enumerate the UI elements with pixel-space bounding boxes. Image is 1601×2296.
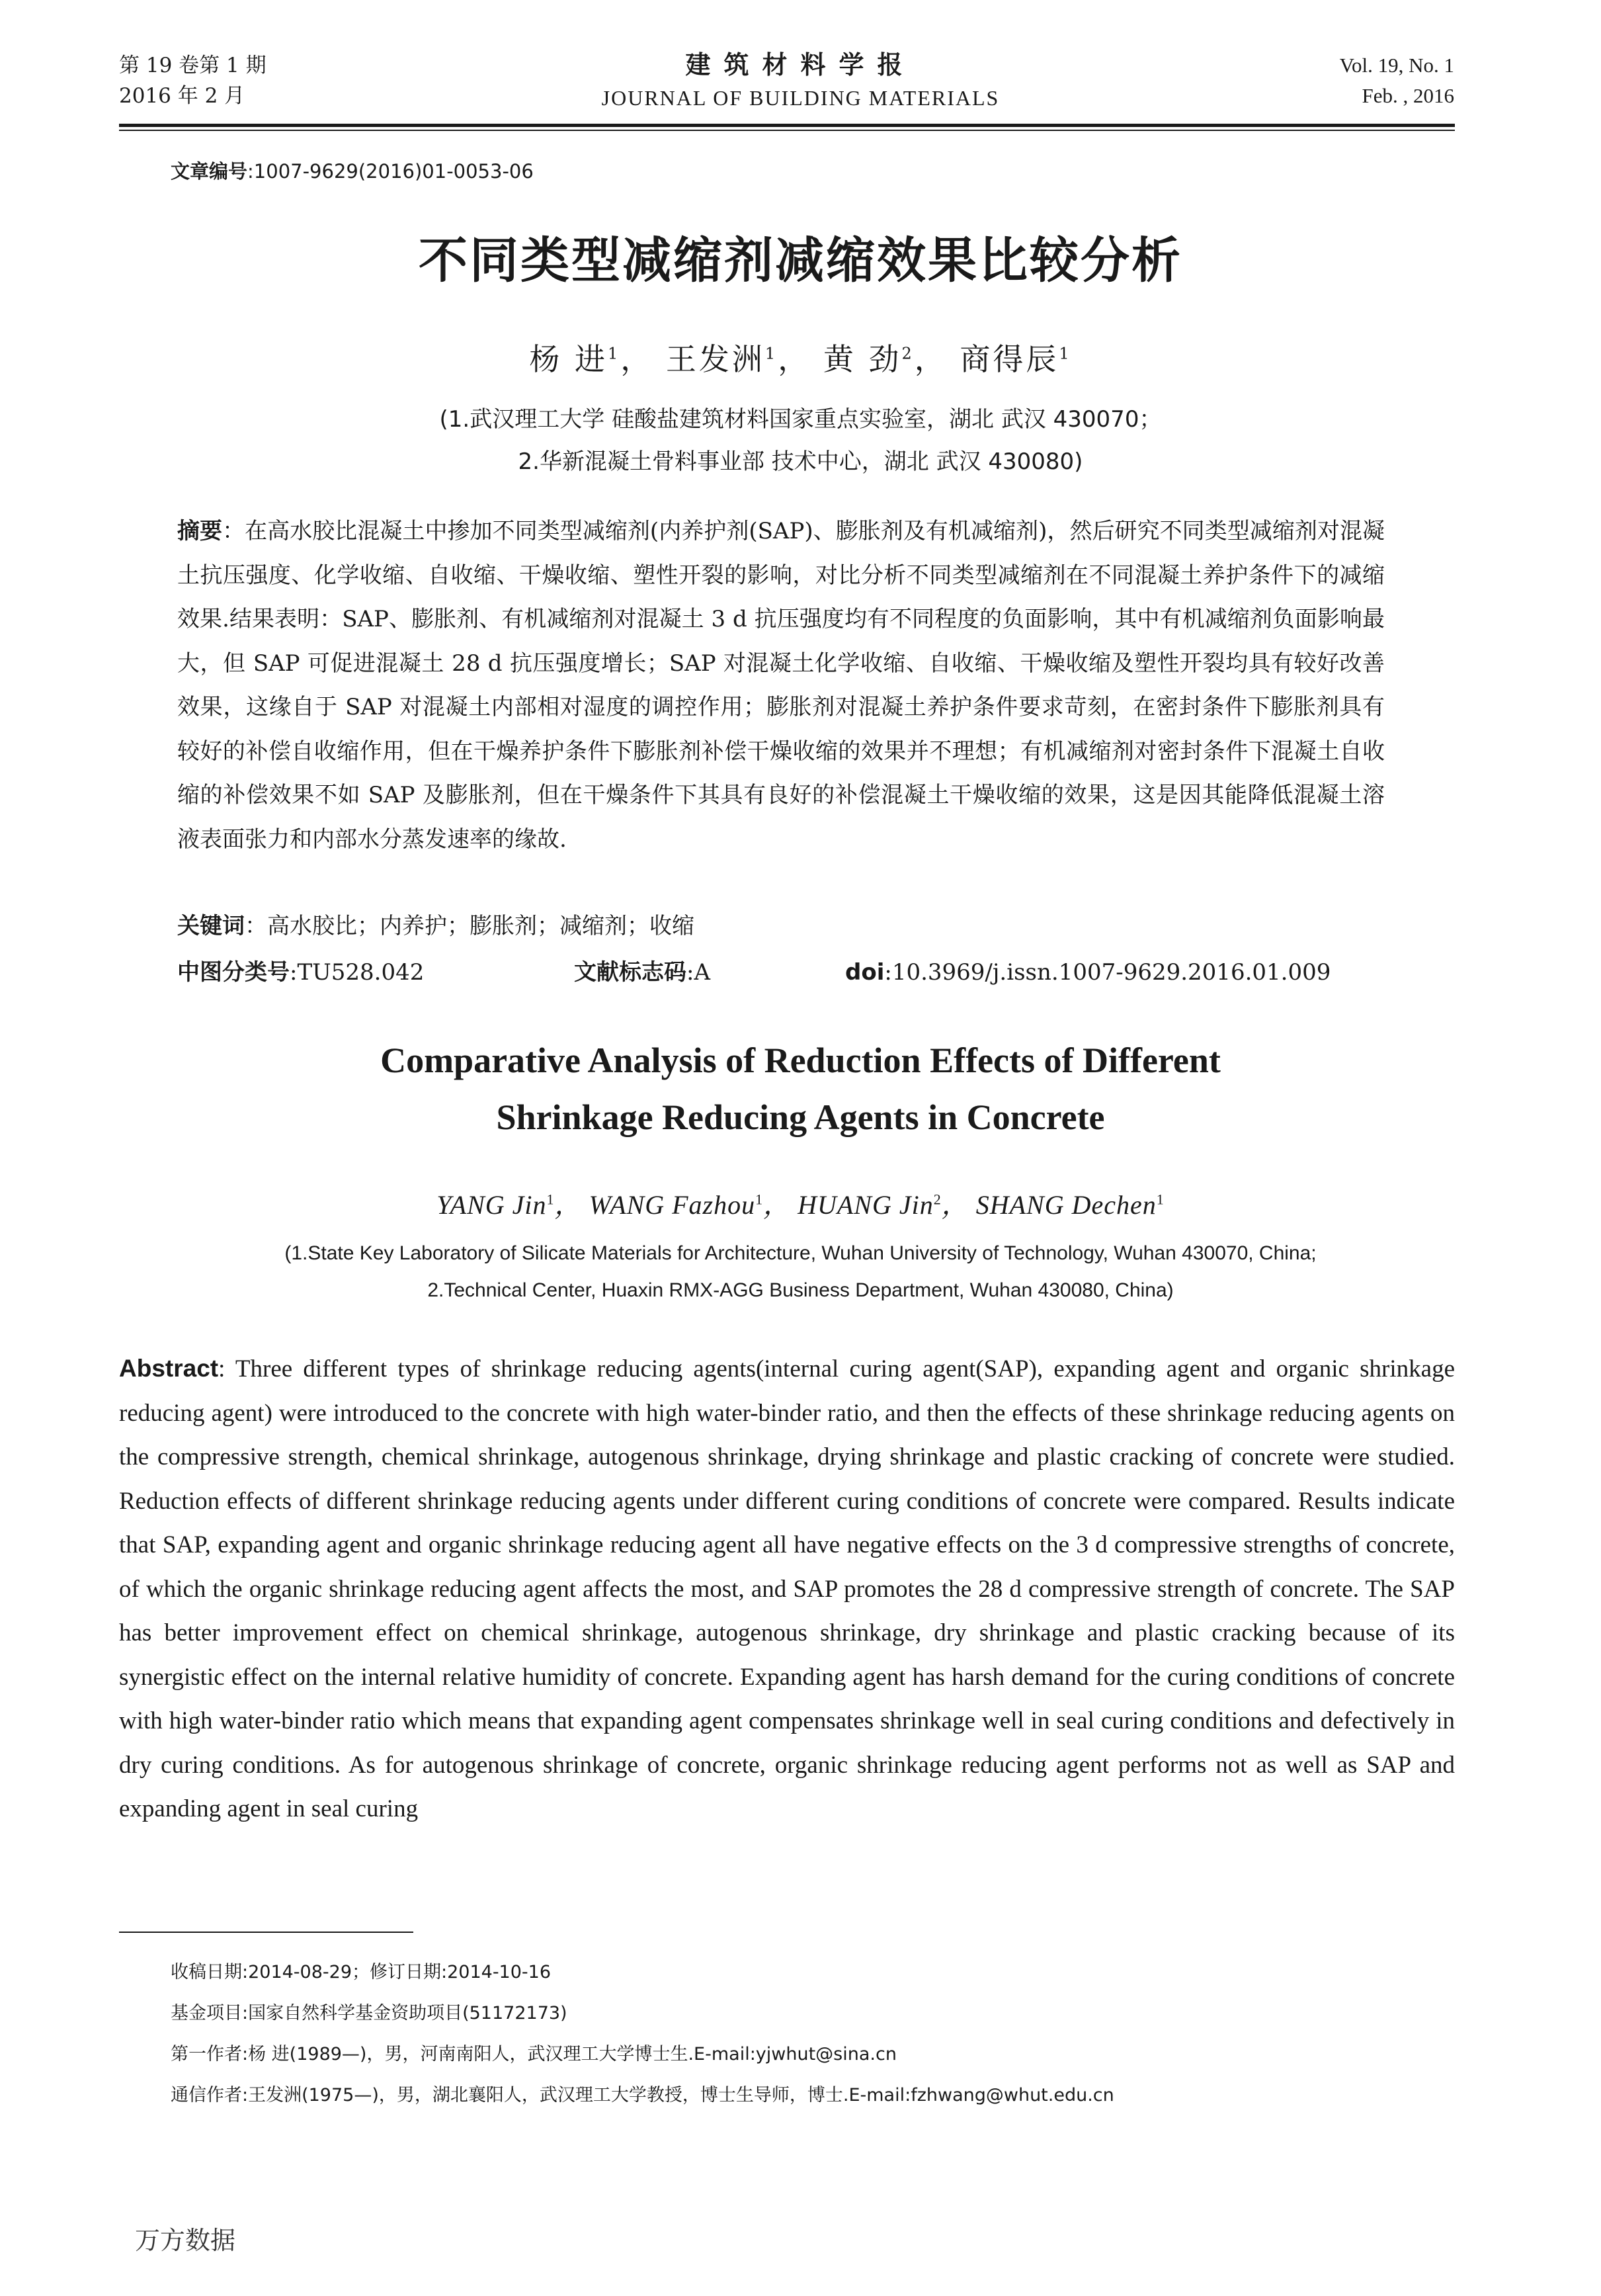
author-en: WANG Fazhou bbox=[589, 1190, 756, 1220]
clc-number bbox=[177, 953, 424, 992]
abstract-cn bbox=[177, 509, 1385, 861]
header-date-en: Feb. , 2016 bbox=[1362, 84, 1454, 107]
title-en bbox=[0, 1032, 1601, 1146]
article-number-value: :1007-9629(2016)01-0053-06 bbox=[247, 160, 534, 183]
clc-value: :TU528.042 bbox=[290, 959, 425, 986]
keywords-cn bbox=[177, 906, 694, 946]
author-cn-sup: 1 bbox=[764, 344, 778, 363]
authors-en bbox=[0, 1184, 1601, 1222]
document-code bbox=[574, 953, 710, 992]
journal-name-cn: 建筑材料学报 bbox=[685, 50, 916, 79]
affiliation-en: 2.Technical Center, Huaxin RMX-AGG Business Department, Wuhan 430080, China) bbox=[427, 1279, 1174, 1301]
clc-label: 中图分类号 bbox=[177, 959, 290, 986]
article-number-label: 文章编号 bbox=[171, 160, 248, 183]
author-en: YANG Jin bbox=[436, 1190, 547, 1220]
abstract-cn-label: 摘要 bbox=[177, 518, 223, 544]
author-en-sup: 1 bbox=[1156, 1191, 1165, 1208]
author-separator: ， bbox=[554, 1190, 582, 1220]
keywords-cn-text: ：高水胶比；内养护；膨胀剂；减缩剂；收缩 bbox=[245, 913, 694, 939]
footnote-funding: 基金项目:国家自然科学基金资助项目(51172173) bbox=[171, 2003, 567, 2023]
document-code-value: :A bbox=[686, 959, 711, 986]
author-cn: 杨 进 bbox=[529, 341, 608, 377]
title-en-line: Comparative Analysis of Reduction Effects of Different bbox=[380, 1041, 1221, 1080]
author-en: SHANG Dechen bbox=[975, 1190, 1157, 1220]
author-cn: 黄 劲 bbox=[823, 341, 902, 377]
title-en-line: Shrinkage Reducing Agents in Concrete bbox=[496, 1097, 1105, 1137]
author-en-sup: 2 bbox=[933, 1191, 942, 1208]
abstract-en-text: : Three different types of shrinkage reducing agents(internal curing agent(SAP), expanding agent and organic shrinkage reducing agent) were introduced to the concrete with high water-binder ratio, and then the effects of these shrinkage reducing agents on the compressive strength, chemical shrinkage, autogenous shrinkage, drying shrinkage and plastic cracking of concrete were studied. Reduction effects of different shrinkage reducing agents under different curing conditions of concrete were compared. Results indicate that SAP, expanding agent and organic shrinkage reducing agent all have negative effects on the 3 d compressive strengths of concrete, of which the organic shrinkage reducing agent affects the most, and SAP promotes the 28 d compressive strength of concrete. The SAP has better improvement effect on chemical shrinkage, autogenous shrinkage, dry shrinkage and plastic cracking because of its synergistic effect on the internal relative humidity of concrete. Expanding agent has harsh demand for the curing conditions of concrete with high water-binder ratio which means that expanding agent compensates shrinkage well in seal curing conditions and defectively in dry curing conditions. As for autogenous shrinkage of concrete, organic shrinkage reducing agent performs not as well as SAP and expanding agent in seal curing bbox=[119, 1355, 1455, 1822]
keywords-cn-label: 关键词 bbox=[177, 913, 245, 939]
header-volume: 第 19 卷第 1 期 bbox=[119, 54, 267, 77]
header-date: 2016 年 2 月 bbox=[119, 84, 245, 108]
header-volume-info-en bbox=[1340, 50, 1454, 111]
doi bbox=[845, 953, 1331, 992]
author-separator: ， bbox=[941, 1190, 969, 1220]
abstract-en-label: Abstract bbox=[119, 1355, 219, 1382]
author-cn: 商得辰 bbox=[960, 341, 1059, 377]
header-rule bbox=[119, 124, 1455, 127]
author-separator: ， bbox=[763, 1190, 791, 1220]
author-cn-sup: 1 bbox=[1059, 344, 1072, 363]
author-en-sup: 1 bbox=[755, 1191, 764, 1208]
author-cn: 王发洲 bbox=[665, 341, 765, 377]
footnote-received-date: 收稿日期:2014-08-29；修订日期:2014-10-16 bbox=[171, 1962, 552, 1982]
watermark: 万方数据 bbox=[135, 2226, 236, 2255]
footnote-first-author: 第一作者:杨 进(1989—)，男，河南南阳人，武汉理工大学博士生.E-mail:yjwhut@sina.cn bbox=[171, 2044, 897, 2064]
journal-name-en: JOURNAL OF BUILDING MATERIALS bbox=[601, 86, 1000, 110]
author-cn-sup: 1 bbox=[608, 344, 621, 363]
abstract-cn-text: ：在高水胶比混凝土中掺加不同类型减缩剂(内养护剂(SAP)、膨胀剂及有机减缩剂)，然后研究不同类型减缩剂对混凝土抗压强度、化学收缩、自收缩、干燥收缩、塑性开裂的影响，对比分析不同类型减缩剂在不同混凝土养护条件下的减缩效果.结果表明：SAP、膨胀剂、有机减缩剂对混凝土 3 d 抗压强度均有不同程度的负面影响，其中有机减缩剂负面影响最大，但 SAP 可促进混凝土 28 d 抗压强度增长；SAP 对混凝土化学收缩、自收缩、干燥收缩及塑性开裂均具有较好改善效果，这缘自于 SAP 对混凝土内部相对湿度的调控作用；膨胀剂对混凝土养护条件要求苛刻，在密封条件下膨胀剂具有较好的补偿自收缩作用，但在干燥养护条件下膨胀剂补偿干燥收缩的效果并不理想；有机减缩剂对密封条件下混凝土自收缩的补偿效果不如 SAP 及膨胀剂，但在干燥条件下其具有良好的补偿混凝土干燥收缩的效果，这是因其能降低混凝土溶液表面张力和内部水分蒸发速率的缘故. bbox=[177, 518, 1385, 853]
author-en-sup: 1 bbox=[546, 1191, 555, 1208]
affiliation-en: (1.State Key Laboratory of Silicate Materials for Architecture, Wuhan University of Technology, Wuhan 430070, China; bbox=[284, 1242, 1317, 1264]
author-separator: ， bbox=[914, 341, 948, 377]
author-separator: ， bbox=[778, 341, 811, 377]
doi-label: doi bbox=[845, 959, 885, 986]
author-cn-sup: 2 bbox=[901, 344, 915, 363]
footnote-rule bbox=[119, 1932, 413, 1933]
affiliation-cn: (1.武汉理工大学 硅酸盐建筑材料国家重点实验室，湖北 武汉 430070； bbox=[439, 406, 1162, 433]
title-cn: 不同类型减缩剂减缩效果比较分析 bbox=[419, 232, 1182, 289]
affiliation-cn: 2.华新混凝土骨料事业部 技术中心，湖北 武汉 430080) bbox=[518, 448, 1083, 475]
author-en: HUANG Jin bbox=[798, 1190, 934, 1220]
header-rule-thin bbox=[119, 130, 1455, 131]
authors-cn bbox=[0, 335, 1601, 379]
doi-value: :10.3969/j.issn.1007-9629.2016.01.009 bbox=[884, 959, 1331, 986]
header-volume-en: Vol. 19, No. 1 bbox=[1339, 54, 1454, 77]
article-number bbox=[171, 157, 534, 184]
footnote-corresponding-author: 通信作者:王发洲(1975—)，男，湖北襄阳人，武汉理工大学教授，博士生导师，博士.E-mail:fzhwang@whut.edu.cn bbox=[171, 2085, 1114, 2105]
abstract-en bbox=[119, 1347, 1455, 1832]
author-separator: ， bbox=[620, 341, 654, 377]
document-code-label: 文献标志码 bbox=[574, 959, 686, 986]
